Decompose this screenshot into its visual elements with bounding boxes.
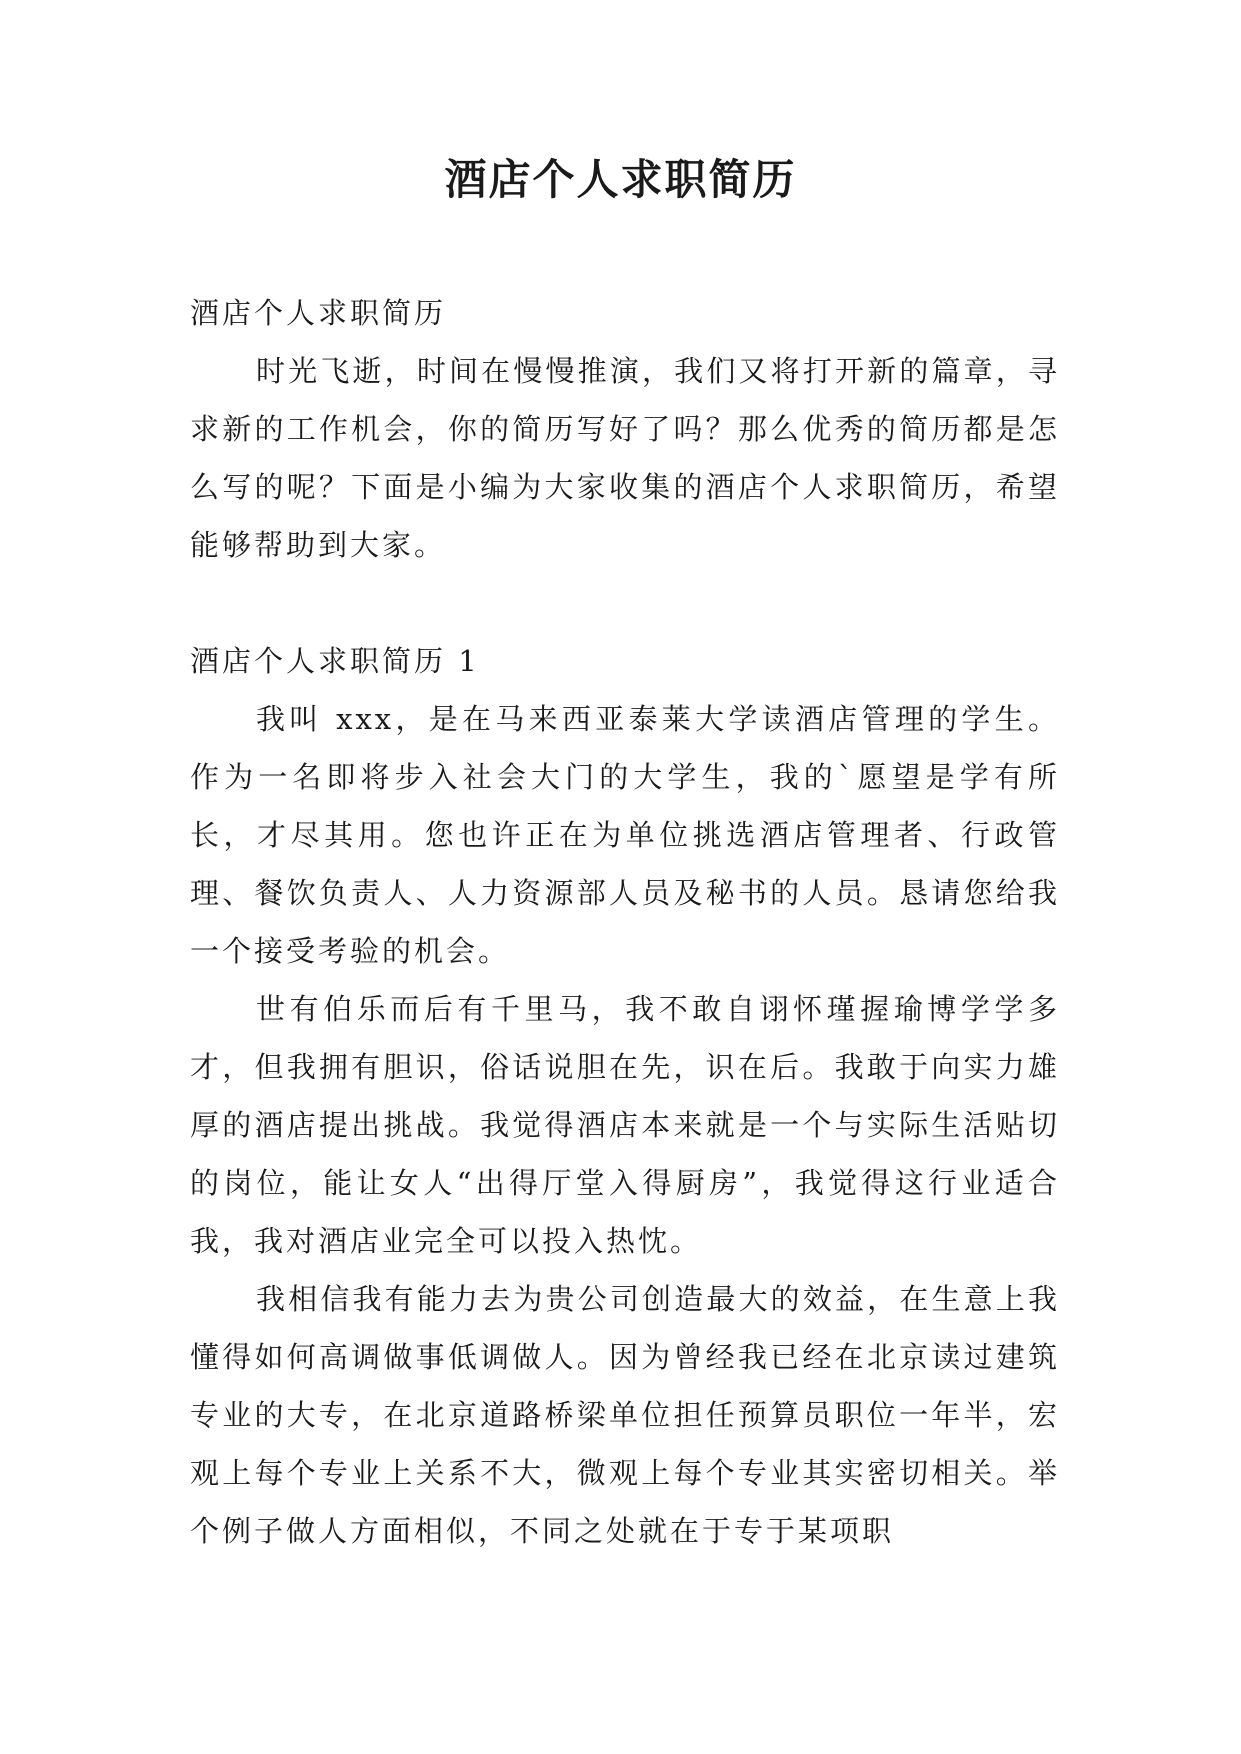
intro-heading: 酒店个人求职简历	[190, 296, 447, 330]
section1-paragraph-3: 我相信我有能力去为贵公司创造最大的效益，在生意上我懂得如何高调做事低调做人。因为曾经我已经在北京读过建筑专业的大专，在北京道路桥梁单位担任预算员职位一年半，宏观上每个专业上关系不大，微观上每个专业其实密切相关。举个例子做人方面相似，不同之处就在于专于某项职	[190, 1282, 1060, 1548]
document-title: 酒店个人求职简历	[444, 155, 797, 204]
section1-paragraph-2: 世有伯乐而后有千里马，我不敢自诩怀瑾握瑜博学学多才，但我拥有胆识，俗话说胆在先，识在后。我敢于向实力雄厚的酒店提出挑战。我觉得酒店本来就是一个与实际生活贴切的岗位，能让女人“出得厅堂入得厨房”，我觉得这行业适合我，我对酒店业完全可以投入热忱。	[190, 992, 1060, 1258]
section-spacer	[190, 574, 1060, 632]
section1-paragraph-1: 我叫 xxx，是在马来西亚泰莱大学读酒店管理的学生。作为一名即将步入社会大门的大学生，我的`愿望是学有所长，才尽其用。您也许正在为单位挑选酒店管理者、行政管理、餐饮负责人、人力资源部人员及秘书的人员。恳请您给我一个接受考验的机会。	[190, 702, 1060, 968]
intro-paragraph: 时光飞逝，时间在慢慢推演，我们又将打开新的篇章，寻求新的工作机会，你的简历写好了吗？那么优秀的简历都是怎么写的呢？下面是小编为大家收集的酒店个人求职简历，希望能够帮助到大家。	[190, 354, 1060, 562]
section1-heading: 酒店个人求职简历 1	[190, 644, 480, 678]
document-body	[190, 284, 1060, 1560]
